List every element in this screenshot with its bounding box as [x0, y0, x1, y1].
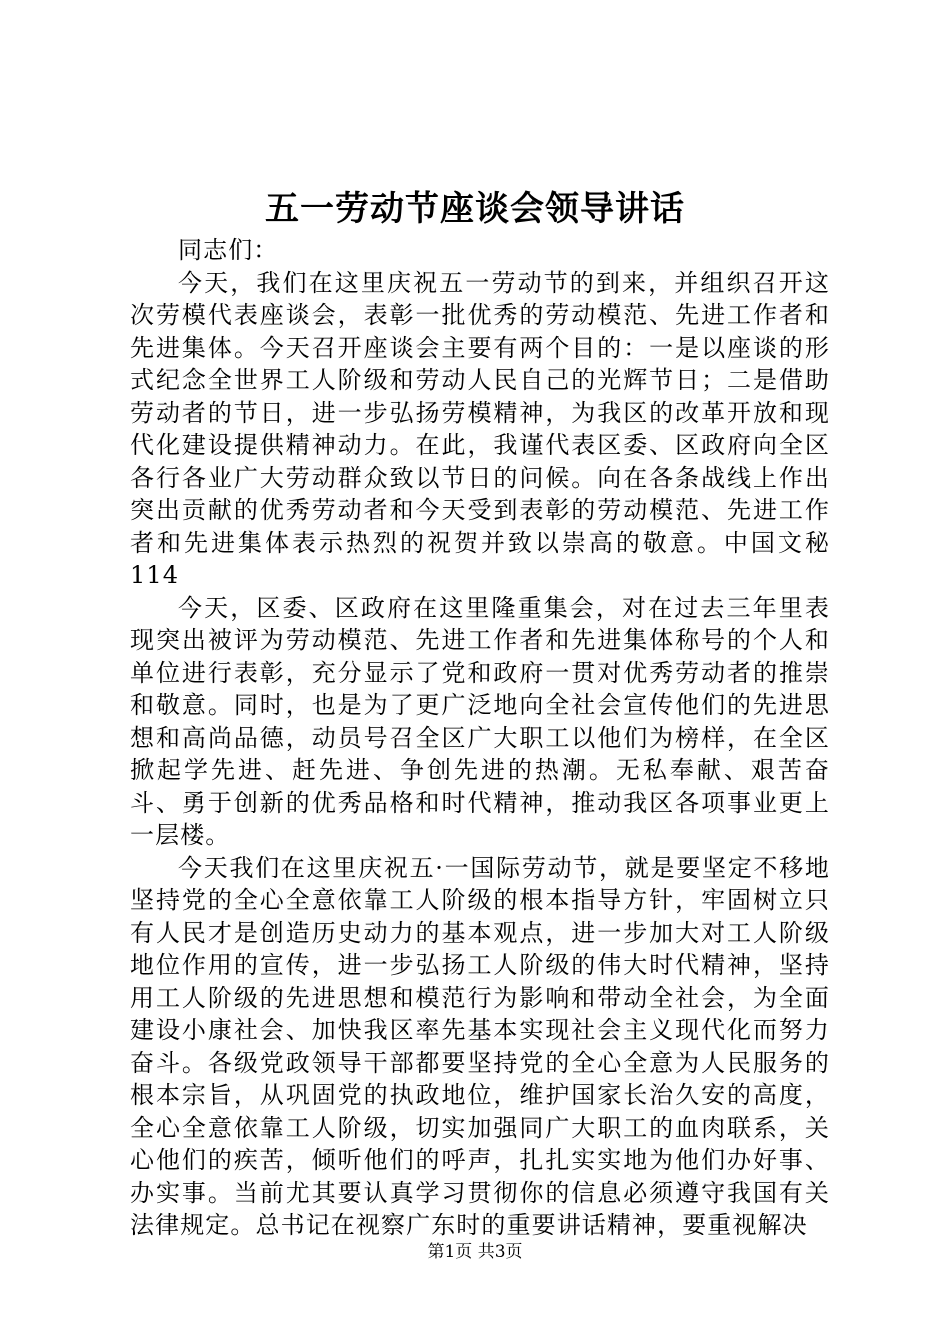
document-title: 五一劳动节座谈会领导讲话 [265, 189, 685, 229]
page-footer: 第1页 共3页 [427, 1242, 523, 1262]
greeting: 同志们： [178, 236, 279, 264]
document-body [130, 234, 830, 1242]
paragraph-2: 今天，区委、区政府在这里隆重集会，对在过去三年里表现突出被评为劳动模范、先进工作者和先进集体称号的个人和单位进行表彰，充分显示了党和政府一贯对优秀劳动者的推崇和敬意。同时，也是为了更广泛地向全社会宣传他们的先进思想和高尚品德，动员号召全区广大职工以他们为榜样，在全区掀起学先进、赶先进、争创先进的热潮。无私奉献、艰苦奋斗、勇于创新的优秀品格和时代精神，推动我区各项事业更上一层楼。 [130, 593, 830, 849]
paragraph-3: 今天我们在这里庆祝五·一国际劳动节，就是要坚定不移地坚持党的全心全意依靠工人阶级的根本指导方针，牢固树立只有人民才是创造历史动力的基本观点，进一步加大对工人阶级地位作用的宣传，进一步弘扬工人阶级的伟大时代精神，坚持用工人阶级的先进思想和模范行为影响和带动全社会，为全面建设小康社会、加快我区率先基本实现社会主义现代化而努力奋斗。各级党政领导干部都要坚持党的全心全意为人民服务的根本宗旨，从巩固党的执政地位，维护国家长治久安的高度，全心全意依靠工人阶级，切实加强同广大职工的血肉联系，关心他们的疾苦，倾听他们的呼声，扎扎实实地为他们办好事、办实事。当前尤其要认真学习贯彻你的信息必须遵守我国有关法律规定。总书记在视察广东时的重要讲话精神，要重视解决 [130, 853, 830, 1239]
paragraph-1: 今天，我们在这里庆祝五一劳动节的到来，并组织召开这次劳模代表座谈会，表彰一批优秀的劳动模范、先进工作者和先进集体。今天召开座谈会主要有两个目的：一是以座谈的形式纪念全世界工人阶级和劳动人民自己的光辉节日；二是借助劳动者的节日，进一步弘扬劳模精神，为我区的改革开放和现代化建设提供精神动力。在此，我谨代表区委、区政府向全区各行各业广大劳动群众致以节日的问候。向在各条战线上作出突出贡献的优秀劳动者和今天受到表彰的劳动模范、先进工作者和先进集体表示热烈的祝贺并致以崇高的敬意。中国文秘114 [130, 268, 830, 589]
